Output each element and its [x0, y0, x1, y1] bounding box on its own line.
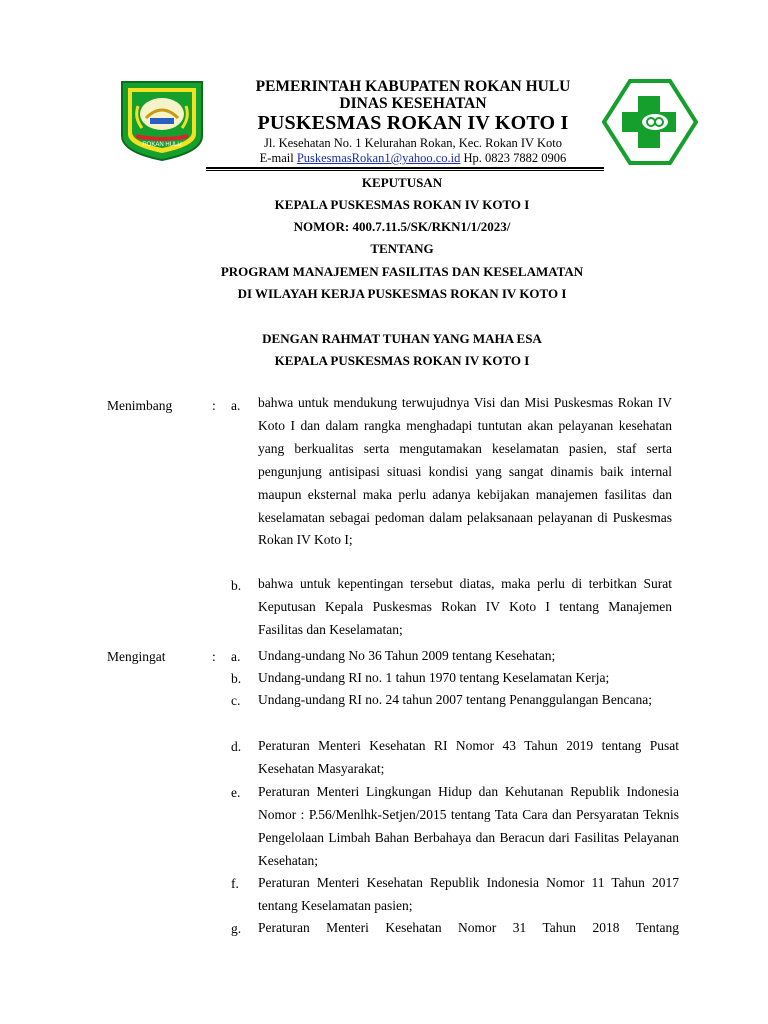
decree-issuer-repeat: KEPALA PUSKESMAS ROKAN IV KOTO I: [274, 353, 530, 368]
email-link[interactable]: PuskesmasRokan1@yahoo.co.id: [296, 151, 461, 165]
puskesmas-cross-logo: [602, 78, 698, 166]
decree-subject-line1: PROGRAM MANAJEMEN FASILITAS DAN KESELAMATAN: [220, 264, 584, 279]
mengingat-f-text: Peraturan Menteri Kesehatan Republik Indonesia Nomor 11 Tahun 2017 tentang Keselamatan pasien;: [258, 875, 679, 913]
decree-number: NOMOR: 400.7.11.5/SK/RKN1/1/2023/: [293, 219, 511, 234]
letterhead-divider: [206, 167, 604, 169]
mengingat-a-marker: a.: [231, 649, 241, 664]
mengingat-f-marker: f.: [231, 876, 239, 891]
menimbang-a-text: bahwa untuk mendukung terwujudnya Visi dan Misi Puskesmas Rokan IV Koto I dan dalam rangka menghadapi tuntutan akan pelayanan kesehatan yang berkualitas serta mengutamakan keselamatan pasien, staf serta pengunjung antisipasi situasi kondisi yang sangat dinamis baik internal maupun eksternal maka perlu adanya kebijakan manajemen fasilitas dan keselamatan sebagai pedoman dalam pelaksanaan pelayanan di Puskesmas Rokan IV Koto I;: [258, 395, 672, 548]
letterhead-divider-thin: [206, 170, 604, 171]
mengingat-b-text: Undang-undang RI no. 1 tahun 1970 tentang Keselamatan Kerja;: [258, 670, 610, 685]
mengingat-c-text: Undang-undang RI no. 24 tahun 2007 tentang Penanggulangan Bencana;: [258, 692, 653, 707]
mengingat-d-marker: d.: [231, 739, 242, 754]
rokan-hulu-emblem-logo: [116, 78, 208, 162]
email-prefix: E-mail: [259, 151, 297, 165]
decree-about: TENTANG: [370, 241, 434, 256]
mengingat-a-text: Undang-undang No 36 Tahun 2009 tentang Kesehatan;: [258, 648, 556, 663]
mengingat-g-marker: g.: [231, 921, 242, 936]
mengingat-g-text: Peraturan Menteri Kesehatan Nomor 31 Tahun 2018 Tentang: [258, 920, 679, 935]
mengingat-d-text: Peraturan Menteri Kesehatan RI Nomor 43 Tahun 2019 tentang Pusat Kesehatan Masyarakat;: [258, 738, 679, 776]
phone-number: Hp. 0823 7882 0906: [460, 151, 567, 165]
menimbang-b-text: bahwa untuk kepentingan tersebut diatas, maka perlu di terbitkan Surat Keputusan Kepala Puskesmas Rokan IV Koto I tentang Manajemen Fasilitas dan Keselamatan;: [258, 576, 672, 637]
menimbang-b-marker: b.: [231, 578, 242, 593]
mengingat-label: Mengingat: [107, 649, 166, 664]
menimbang-colon: :: [212, 398, 216, 413]
mengingat-colon: :: [212, 649, 216, 664]
letterhead-institution: PUSKESMAS ROKAN IV KOTO I: [257, 112, 569, 134]
mengingat-e-text: Peraturan Menteri Lingkungan Hidup dan Kehutanan Republik Indonesia Nomor : P.56/Menlhk-Setjen/2015 tentang Tata Cara dan Persyaratan Teknis Pengelolaan Limbah Bahan Berbahaya dan Beracun dari Fasilitas Pelayanan Kesehatan;: [258, 784, 679, 868]
mengingat-b-marker: b.: [231, 671, 242, 686]
decree-blessing: DENGAN RAHMAT TUHAN YANG MAHA ESA: [262, 331, 542, 346]
letterhead-contact: [210, 151, 616, 166]
letterhead-government: PEMERINTAH KABUPATEN ROKAN HULU: [255, 78, 571, 95]
menimbang-label: Menimbang: [107, 398, 173, 413]
mengingat-e-marker: e.: [231, 785, 241, 800]
mengingat-c-marker: c.: [231, 693, 241, 708]
letterhead-address: Jl. Kesehatan No. 1 Kelurahan Rokan, Kec. Rokan IV Koto: [264, 136, 562, 150]
menimbang-a-marker: a.: [231, 398, 241, 413]
decree-subject-line2: DI WILAYAH KERJA PUSKESMAS ROKAN IV KOTO I: [237, 286, 567, 301]
svg-text:ROKAN HULU: ROKAN HULU: [142, 142, 182, 148]
letterhead-department: DINAS KESEHATAN: [339, 95, 487, 112]
decree-issuer: KEPALA PUSKESMAS ROKAN IV KOTO I: [274, 197, 530, 212]
decree-title: KEPUTUSAN: [361, 175, 443, 190]
